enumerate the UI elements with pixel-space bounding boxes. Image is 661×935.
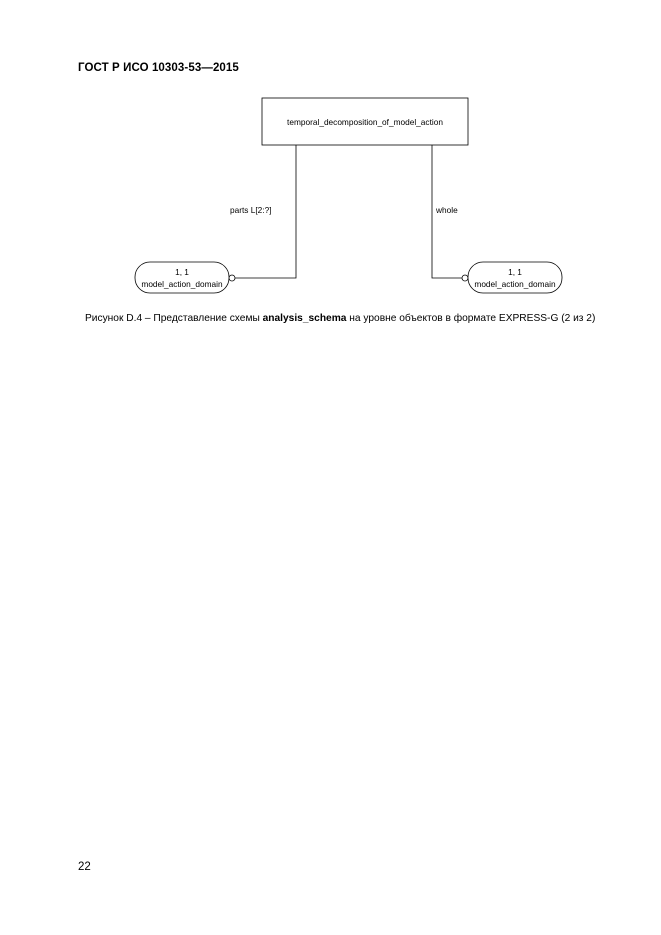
left-ref-page: 1, 1	[175, 267, 189, 277]
right-relation-end-circle	[462, 275, 468, 281]
left-relation-end-circle	[229, 275, 235, 281]
page-number: 22	[78, 861, 91, 873]
left-relation-label: parts L[2:?]	[230, 205, 272, 215]
right-ref-name: model_action_domain	[474, 279, 556, 289]
caption-prefix: Рисунок D.4 – Представление схемы	[85, 313, 263, 324]
figure-caption	[85, 313, 625, 324]
right-ref-page: 1, 1	[508, 267, 522, 277]
caption-suffix: на уровне объектов в формате EXPRESS-G (2 из 2)	[346, 313, 596, 324]
right-relation-label: whole	[436, 205, 458, 215]
caption-schema-name: analysis_schema	[262, 313, 347, 324]
document-header: ГОСТ Р ИСО 10303-53—2015	[78, 62, 239, 74]
entity-label: temporal_decomposition_of_model_action	[287, 117, 443, 127]
left-ref-name: model_action_domain	[141, 279, 223, 289]
